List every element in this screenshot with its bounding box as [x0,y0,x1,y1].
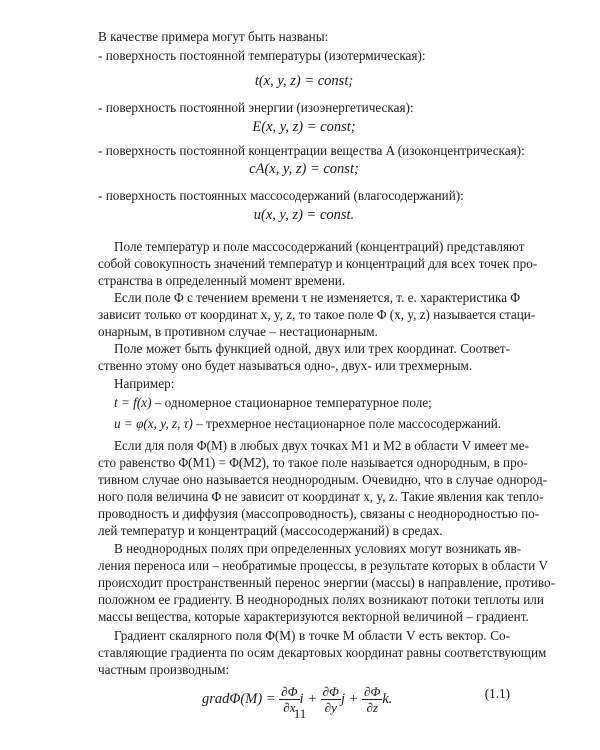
equation-lhs: gradΦ(M) = [202,690,276,707]
example-1-formula: t = f(x) [114,395,152,410]
item-2-formula: E(x, y, z) = const; [252,119,356,135]
item-2-text: - поверхность постоянной энергии (изоэнергетическая): [98,100,414,115]
example-1-text: – одномерное стационарное температурное поле; [154,395,432,410]
p2-line-1: Если поле Φ с течением времени τ не изменяется, т. е. характеристика Φ [114,290,521,305]
p6-line-1: В неоднородных полях при определенных условиях могут возникать яв- [114,541,522,556]
p7-line-3: частным производным: [98,662,230,677]
p2-line-2: зависит только от координат x, y, z, то такое поле Φ (x, y, z) называется стаци- [98,307,536,322]
p5-line-4: ного поля величина Φ не зависит от координат x, y, z. Такие явления как тепло- [98,489,544,504]
example-heading: Например: [114,376,175,391]
unit-k: k [382,690,389,707]
item-4-text: - поверхность постоянных массосодержаний (влагосодержаний): [98,188,464,203]
p2-line-3: онарным, в противном случае – нестационарным. [98,324,378,339]
example-2 [114,415,526,432]
example-1 [114,394,526,411]
item-4-formula: u(x, y, z) = const. [253,207,355,223]
paragraph-fields [98,238,538,289]
unit-j: j [340,690,345,707]
fraction-z: $\frac{\partial\Phi}{\partial z}$ [364,684,381,715]
example-2-text: – трехмерное нестационарное поле массосодержаний. [196,416,502,431]
paragraph-transfer [98,540,555,625]
paragraph-stationary [98,289,536,340]
p7-line-1: Градиент скалярного поля Φ(M) в точке M области V есть вектор. Со- [114,628,510,643]
p1-line-1: Поле температур и поле массосодержаний (концентраций) представляют [114,239,525,254]
p7-line-2: ставляющие градиента по осям декартовых координат равны соответствующим [98,645,547,660]
item-1-text: - поверхность постоянной температуры (изотермическая): [98,48,426,63]
item-1-formula: t(x, y, z) = const; [254,73,354,89]
p5-line-1: Если для поля Φ(M) в любых двух точках M1 и M2 в области V имеет ме- [114,438,530,453]
item-3-formula: cA(x, y, z) = const; [249,161,359,177]
p6-line-4: положном ее градиенту. В неоднородных полях возникают потоки теплоты или [98,592,544,607]
p5-line-6: лей температур и концентраций (массосодержаний) в средах. [98,523,443,538]
p6-line-2: ления переноса или – необратимые процессы, в результате которых в области V [98,558,549,573]
p5-line-5: проводность и диффузия (массопроводность), связаны с неоднородностью по- [98,506,540,521]
p3-line-2: ственно этому оно будет называться одно-, двух- или трехмерным. [98,358,473,373]
paragraph-dimensions [98,340,510,374]
item-3-text: - поверхность постоянной концентрации вещества A (изоконцентрическая): [98,143,525,158]
example-2-formula: u = φ(x, y, z, τ) [114,416,193,431]
p1-line-2: собой совокупность значений температур и концентраций для всех точек про- [98,256,538,271]
paragraph-gradient [98,627,547,678]
fraction-y: $\frac{\partial\Phi}{\partial y}$ [322,684,339,715]
p6-line-5: массы вещества, которые характеризуются векторной величиной – градиент. [98,609,529,624]
p3-line-1: Поле может быть функцией одной, двух или трех координат. Соответ- [114,341,510,356]
page-number: 11 [293,706,307,721]
p6-line-3: происходит пространственный перенос энергии (массы) в направление, противо- [98,575,555,590]
p5-line-3: тивном случае оно называется неоднородным. Очевидно, что в случае однород- [98,472,548,487]
paragraph-homogeneous [98,437,548,539]
gradient-formula: gradΦ(M) = $\frac{\partial\Phi}{\partial x}$ i + $\frac{\partial\Phi}{\partial y}$ j + $\frac{\partial\Phi}{\partial z}$ k. [202,684,393,715]
unit-i: i [299,690,304,707]
p5-line-2: сто равенство Φ(M1) = Φ(M2), то такое поле называется однородным, в про- [98,455,528,470]
intro-line: В качестве примера могут быть названы: [98,29,329,44]
p1-line-3: странства в определенный момент времени. [98,273,346,288]
equation-number: (1.1) [484,686,510,701]
fraction-x: $\frac{\partial\Phi}{\partial x}$ [281,684,298,715]
